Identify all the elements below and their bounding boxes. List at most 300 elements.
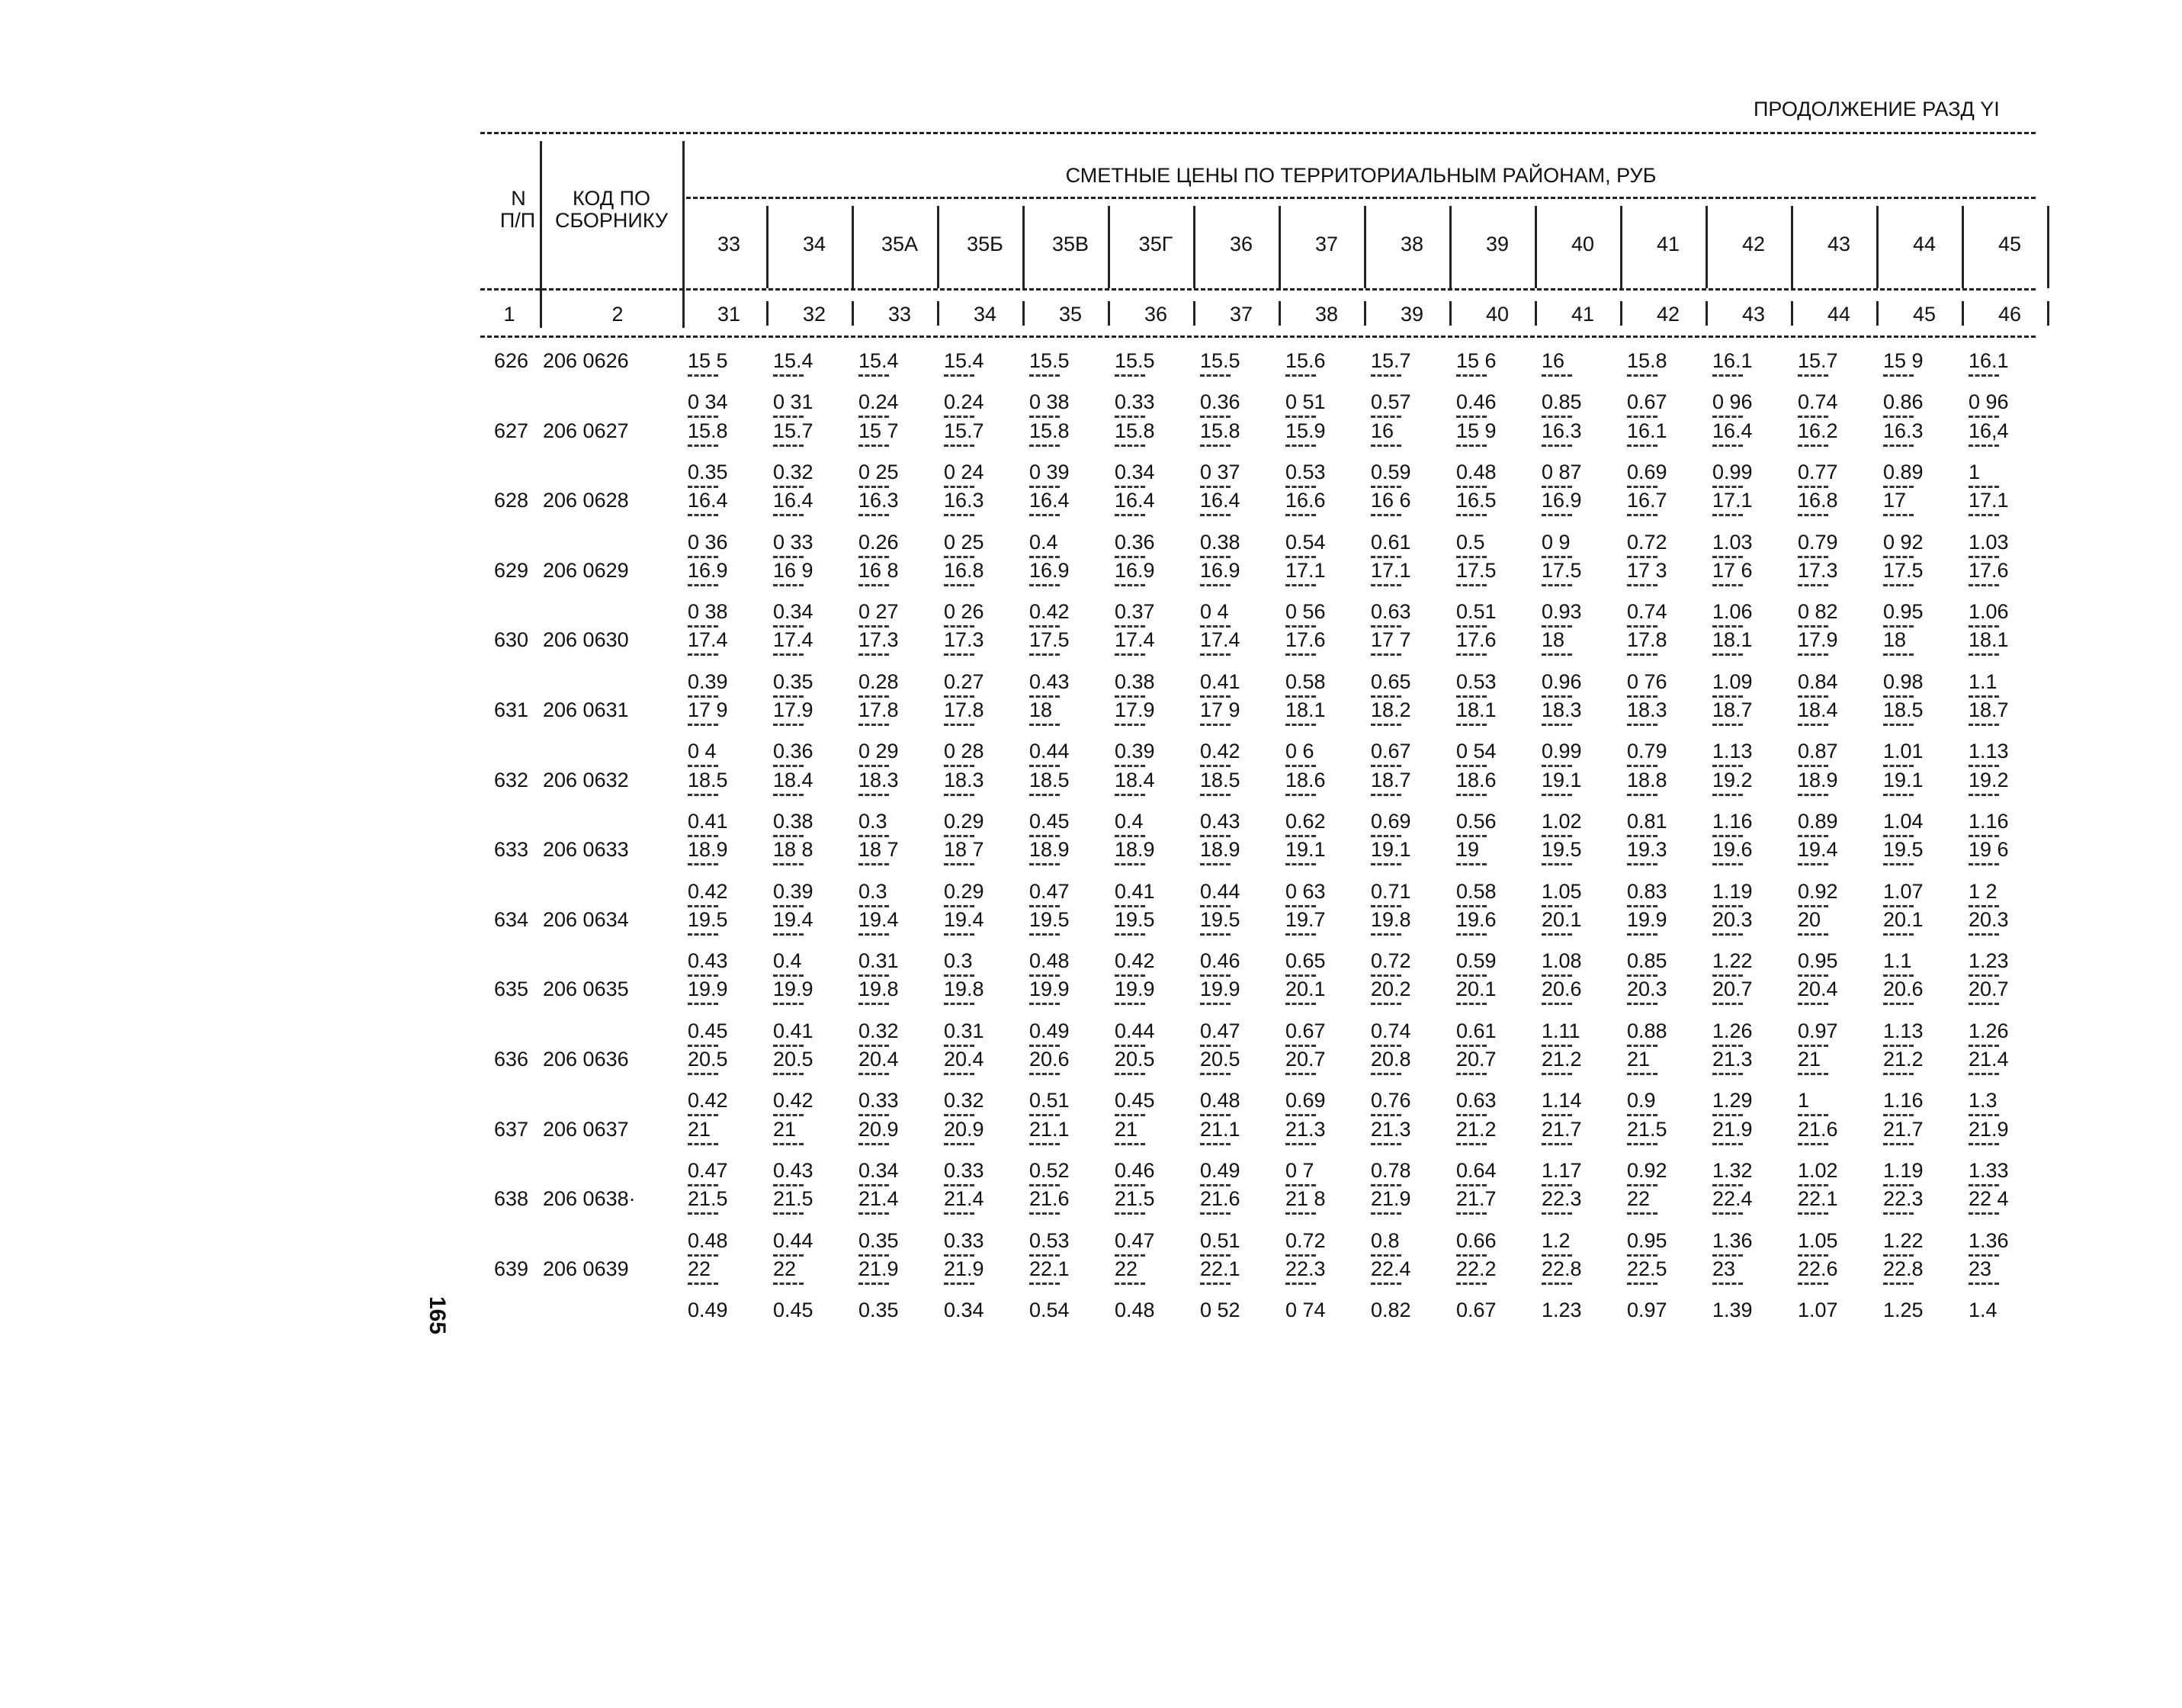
price-cell: 16 — [1371, 419, 1394, 442]
price-cell: 1.22 — [1883, 1228, 1924, 1252]
fraction-rule — [1456, 416, 1487, 418]
fraction-rule — [944, 556, 974, 558]
district-header: 37 — [1314, 233, 1339, 255]
price-cell: 0.44 — [1200, 879, 1240, 903]
fraction-rule — [1712, 584, 1743, 586]
fraction-rule — [773, 486, 804, 488]
price-cell: 21 8 — [1285, 1187, 1326, 1211]
fraction-rule — [944, 514, 974, 516]
colnum-separator-n — [540, 301, 542, 326]
price-cell: 0 6 — [1285, 740, 1314, 763]
price-cell: 18 — [1883, 628, 1907, 652]
price-cell: 0 25 — [858, 460, 899, 483]
fraction-rule — [858, 1045, 889, 1047]
fraction-rule — [1883, 765, 1914, 767]
fraction-rule — [1627, 1254, 1657, 1257]
fraction-rule — [1115, 486, 1145, 488]
price-cell: 17.9 — [1798, 628, 1838, 652]
fraction-rule — [1542, 584, 1572, 586]
row-number: 626 — [494, 349, 529, 372]
price-cell: 0 4 — [1200, 600, 1229, 624]
fraction-rule — [1883, 374, 1914, 377]
price-cell: 19.1 — [1371, 838, 1411, 862]
fraction-rule — [1969, 905, 1999, 907]
fraction-rule — [1029, 1184, 1060, 1186]
price-cell: 0 31 — [773, 390, 813, 414]
price-cell: 19.9 — [1200, 978, 1240, 1001]
price-cell: 0.53 — [1029, 1228, 1070, 1252]
price-cell: 0.48 — [1115, 1299, 1155, 1322]
price-cell: 21.2 — [1883, 1048, 1924, 1071]
page-number: 165 — [425, 1296, 450, 1335]
price-cell: 21.9 — [944, 1257, 984, 1280]
price-cell: 0.57 — [1371, 390, 1411, 414]
price-cell: 0.3 — [858, 809, 887, 833]
fraction-rule — [688, 974, 718, 977]
fraction-rule — [858, 374, 889, 377]
row-code: 206 0637 — [543, 1117, 629, 1141]
price-cell: 1.1 — [1883, 949, 1912, 973]
fraction-rule — [1542, 1254, 1572, 1257]
price-cell: 20.1 — [1542, 907, 1582, 931]
price-cell: 0.67 — [1456, 1299, 1497, 1322]
fraction-rule — [858, 486, 889, 488]
price-cell: 0.43 — [1029, 669, 1070, 693]
fraction-rule — [944, 584, 974, 586]
price-cell: 20.7 — [1285, 1048, 1326, 1071]
fraction-rule — [1029, 794, 1060, 796]
fraction-rule — [858, 653, 889, 656]
price-cell: 1 — [1969, 460, 1981, 483]
price-cell: 1.19 — [1883, 1158, 1924, 1182]
fraction-rule — [1200, 556, 1231, 558]
price-cell: 21.1 — [1029, 1117, 1070, 1141]
fraction-rule — [1200, 1254, 1231, 1257]
fraction-rule — [1285, 584, 1316, 586]
price-cell: 16.4 — [1712, 419, 1753, 442]
price-cell: 16.3 — [1542, 419, 1582, 442]
price-cell: 15.7 — [1371, 349, 1411, 372]
price-cell: 0.48 — [1200, 1089, 1240, 1112]
fraction-rule — [1115, 1184, 1145, 1186]
fraction-rule — [1712, 835, 1743, 837]
fraction-rule — [773, 765, 804, 767]
fraction-rule — [773, 1283, 804, 1285]
price-cell: 17.4 — [1115, 628, 1155, 652]
price-cell: 1.16 — [1712, 809, 1753, 833]
price-cell: 17 — [1883, 489, 1907, 512]
fraction-rule — [773, 1073, 804, 1075]
price-cell: 16.8 — [1798, 489, 1838, 512]
price-cell: 0.35 — [688, 460, 728, 483]
price-cell: 0.65 — [1285, 949, 1326, 973]
price-cell: 1.13 — [1883, 1019, 1924, 1042]
price-cell: 0 52 — [1200, 1299, 1240, 1322]
fraction-rule — [1456, 1114, 1487, 1116]
price-cell: 0.43 — [773, 1158, 813, 1182]
fraction-rule — [1712, 1283, 1743, 1285]
district-header: 39 — [1485, 233, 1510, 255]
fraction-rule — [1627, 933, 1657, 936]
price-cell: 0.34 — [858, 1158, 899, 1182]
price-cell: 20.7 — [1712, 978, 1753, 1001]
fraction-rule — [1969, 416, 1999, 418]
price-cell: 18.1 — [1712, 628, 1753, 652]
price-cell: 0.51 — [1029, 1089, 1070, 1112]
fraction-rule — [1883, 1045, 1914, 1047]
fraction-rule — [1542, 653, 1572, 656]
price-cell: 15.8 — [1115, 419, 1155, 442]
price-cell: 0.34 — [944, 1299, 984, 1322]
row-code: 206 0633 — [543, 838, 629, 862]
price-cell: 15 7 — [858, 419, 899, 442]
price-cell: 19.5 — [688, 907, 728, 931]
price-cell: 0.86 — [1883, 390, 1924, 414]
fraction-rule — [1627, 445, 1657, 447]
fraction-rule — [1285, 905, 1316, 907]
price-cell: 18.9 — [688, 838, 728, 862]
fraction-rule — [1371, 416, 1401, 418]
district-header: 45 — [1997, 233, 2022, 255]
price-cell: 20.7 — [1969, 978, 2009, 1001]
fraction-rule — [1627, 863, 1657, 865]
row-number: 639 — [494, 1257, 529, 1280]
price-cell: 1.23 — [1969, 949, 2009, 973]
column-number: 41 — [1571, 303, 1595, 326]
price-cell: 0.47 — [1115, 1228, 1155, 1252]
price-cell: 19.5 — [1883, 838, 1924, 862]
price-cell: 15.4 — [773, 349, 813, 372]
fraction-rule — [1115, 1143, 1145, 1145]
price-cell: 1.22 — [1712, 949, 1753, 973]
price-cell: 19.9 — [688, 978, 728, 1001]
price-cell: 0.49 — [1029, 1019, 1070, 1042]
colnum-separator-code — [682, 301, 685, 326]
fraction-rule — [1542, 765, 1572, 767]
price-cell: 0 7 — [1285, 1158, 1314, 1182]
price-cell: 17.9 — [773, 698, 813, 721]
price-cell: 17.8 — [944, 698, 984, 721]
price-cell: 0.4 — [1029, 530, 1058, 554]
fraction-rule — [1969, 1073, 1999, 1075]
price-cell: 1.26 — [1712, 1019, 1753, 1042]
fraction-rule — [1798, 653, 1828, 656]
fraction-rule — [688, 445, 718, 447]
fraction-rule — [1285, 695, 1316, 698]
price-cell: 0.47 — [1029, 879, 1070, 903]
price-cell: 21.5 — [688, 1187, 728, 1211]
price-cell: 18.7 — [1969, 698, 2009, 721]
price-cell: 0.42 — [1115, 949, 1155, 973]
fraction-rule — [1969, 1254, 1999, 1257]
price-cell: 18.1 — [1285, 698, 1326, 721]
price-cell: 0.67 — [1627, 390, 1667, 414]
price-cell: 19.9 — [1029, 978, 1070, 1001]
price-cell: 17 9 — [1200, 698, 1240, 721]
fraction-rule — [944, 445, 974, 447]
column-number: 32 — [802, 303, 826, 326]
fraction-rule — [1627, 794, 1657, 796]
price-cell: 20.4 — [858, 1048, 899, 1071]
fraction-rule — [1029, 933, 1060, 936]
price-cell: 0.84 — [1798, 669, 1838, 693]
fraction-rule — [1115, 863, 1145, 865]
price-cell: 0.26 — [858, 530, 899, 554]
fraction-rule — [1712, 556, 1743, 558]
price-cell: 19.4 — [858, 907, 899, 931]
price-cell: 0.63 — [1371, 600, 1411, 624]
fraction-rule — [1883, 625, 1914, 628]
fraction-rule — [1029, 625, 1060, 628]
price-cell: 0.85 — [1627, 949, 1667, 973]
fraction-rule — [1883, 933, 1914, 936]
fraction-rule — [1542, 794, 1572, 796]
fraction-rule — [1371, 625, 1401, 628]
fraction-rule — [1627, 584, 1657, 586]
price-cell: 0.69 — [1627, 460, 1667, 483]
price-cell: 17.5 — [1029, 628, 1070, 652]
fraction-rule — [1712, 794, 1743, 796]
price-cell: 0.92 — [1798, 879, 1838, 903]
fraction-rule — [1542, 1045, 1572, 1047]
fraction-rule — [1969, 863, 1999, 865]
fraction-rule — [1969, 486, 1999, 488]
price-cell: 0.59 — [1456, 949, 1497, 973]
price-cell: 15.5 — [1200, 349, 1240, 372]
price-cell: 20.5 — [773, 1048, 813, 1071]
price-cell: 1.3 — [1969, 1089, 1997, 1112]
column-number: 35 — [1058, 303, 1083, 326]
price-cell: 0.51 — [1200, 1228, 1240, 1252]
fraction-rule — [1285, 514, 1316, 516]
price-cell: 0 92 — [1883, 530, 1924, 554]
fraction-rule — [858, 905, 889, 907]
price-cell: 22.1 — [1200, 1257, 1240, 1280]
fraction-rule — [1371, 445, 1401, 447]
fraction-rule — [1456, 625, 1487, 628]
price-cell: 0.43 — [688, 949, 728, 973]
price-cell: 19.5 — [1029, 907, 1070, 931]
fraction-rule — [1029, 974, 1060, 977]
price-cell: 0.77 — [1798, 460, 1838, 483]
fraction-rule — [1115, 625, 1145, 628]
fraction-rule — [688, 933, 718, 936]
fraction-rule — [1712, 625, 1743, 628]
fraction-rule — [1798, 1003, 1828, 1005]
fraction-rule — [858, 765, 889, 767]
fraction-rule — [688, 765, 718, 767]
price-cell: 0.53 — [1456, 669, 1497, 693]
price-cell: 1.13 — [1712, 740, 1753, 763]
price-cell: 21.1 — [1200, 1117, 1240, 1141]
fraction-rule — [1798, 556, 1828, 558]
fraction-rule — [773, 374, 804, 377]
column-n-label-2: П/П — [499, 209, 536, 232]
fraction-rule — [1627, 905, 1657, 907]
fraction-rule — [1883, 974, 1914, 977]
fraction-rule — [1029, 445, 1060, 447]
fraction-rule — [1371, 974, 1401, 977]
fraction-rule — [1883, 584, 1914, 586]
price-cell: 21.5 — [773, 1187, 813, 1211]
price-cell: 1.06 — [1969, 600, 2009, 624]
fraction-rule — [1115, 1254, 1145, 1257]
price-cell: 20.1 — [1883, 907, 1924, 931]
price-cell: 21 — [1627, 1048, 1651, 1071]
price-cell: 15.7 — [1798, 349, 1838, 372]
fraction-rule — [1456, 933, 1487, 936]
price-cell: 0.36 — [1115, 530, 1155, 554]
price-cell: 1.02 — [1542, 809, 1582, 833]
price-cell: 19.9 — [773, 978, 813, 1001]
fraction-rule — [1456, 863, 1487, 865]
fraction-rule — [1200, 584, 1231, 586]
fraction-rule — [1798, 625, 1828, 628]
price-cell: 0.78 — [1371, 1158, 1411, 1182]
fraction-rule — [1627, 1114, 1657, 1116]
price-cell: 0.61 — [1456, 1019, 1497, 1042]
price-cell: 17.9 — [1115, 698, 1155, 721]
row-number: 629 — [494, 558, 529, 582]
fraction-rule — [1542, 1184, 1572, 1186]
fraction-rule — [858, 1212, 889, 1215]
price-cell: 0.82 — [1371, 1299, 1411, 1322]
price-cell: 22.1 — [1029, 1257, 1070, 1280]
row-number: 634 — [494, 907, 529, 931]
price-cell: 22.8 — [1883, 1257, 1924, 1280]
fraction-rule — [1115, 374, 1145, 377]
fraction-rule — [944, 794, 974, 796]
price-cell: 0.34 — [773, 600, 813, 624]
fraction-rule — [1542, 374, 1572, 377]
price-cell: 15.4 — [858, 349, 899, 372]
price-cell: 21 — [1798, 1048, 1821, 1071]
price-cell: 1.26 — [1969, 1019, 2009, 1042]
price-cell: 0.69 — [1371, 809, 1411, 833]
fraction-rule — [858, 416, 889, 418]
fraction-rule — [944, 765, 974, 767]
price-cell: 20.5 — [688, 1048, 728, 1071]
price-cell: 1.16 — [1883, 1089, 1924, 1112]
price-cell: 21 — [773, 1117, 797, 1141]
price-cell: 22.4 — [1712, 1187, 1753, 1211]
price-cell: 19.6 — [1712, 838, 1753, 862]
price-cell: 15.4 — [944, 349, 984, 372]
fraction-rule — [1371, 794, 1401, 796]
fraction-rule — [1883, 1003, 1914, 1005]
price-cell: 22 4 — [1969, 1187, 2009, 1211]
fraction-rule — [1029, 514, 1060, 516]
fraction-rule — [1029, 835, 1060, 837]
fraction-rule — [1200, 863, 1231, 865]
fraction-rule — [1456, 1283, 1487, 1285]
price-cell: 16 8 — [858, 558, 899, 582]
fraction-rule — [773, 584, 804, 586]
price-cell: 0 38 — [688, 600, 728, 624]
price-cell: 0.79 — [1798, 530, 1838, 554]
price-cell: 0 33 — [773, 530, 813, 554]
price-cell: 0.96 — [1542, 669, 1582, 693]
fraction-rule — [858, 584, 889, 586]
fraction-rule — [944, 1184, 974, 1186]
price-cell: 15.8 — [1200, 419, 1240, 442]
price-cell: 0.51 — [1456, 600, 1497, 624]
price-cell: 0.41 — [688, 809, 728, 833]
fraction-rule — [1115, 974, 1145, 977]
price-cell: 1.04 — [1883, 809, 1924, 833]
fraction-rule — [1969, 445, 1999, 447]
price-cell: 0.48 — [688, 1228, 728, 1252]
price-cell: 20.9 — [858, 1117, 899, 1141]
row-number: 632 — [494, 768, 529, 791]
fraction-rule — [858, 1114, 889, 1116]
price-cell: 1.14 — [1542, 1089, 1582, 1112]
price-cell: 17.3 — [944, 628, 984, 652]
fraction-rule — [1883, 1254, 1914, 1257]
price-cell: 1.36 — [1969, 1228, 2009, 1252]
fraction-rule — [1115, 1283, 1145, 1285]
price-cell: 20 — [1798, 907, 1821, 931]
fraction-rule — [1371, 1114, 1401, 1116]
fraction-rule — [1542, 1283, 1572, 1285]
fraction-rule — [1627, 1073, 1657, 1075]
fraction-rule — [1798, 765, 1828, 767]
price-cell: 22 — [1115, 1257, 1138, 1280]
fraction-rule — [1627, 1184, 1657, 1186]
price-cell: 20.6 — [1883, 978, 1924, 1001]
row-number: 638 — [494, 1187, 529, 1211]
fraction-rule — [944, 653, 974, 656]
price-cell: 1.16 — [1969, 809, 2009, 833]
fraction-rule — [1969, 974, 1999, 977]
fraction-rule — [688, 695, 718, 698]
fraction-rule — [1712, 724, 1743, 726]
fraction-rule — [1029, 724, 1060, 726]
fraction-rule — [1200, 1143, 1231, 1145]
fraction-rule — [1115, 445, 1145, 447]
price-cell: 21.4 — [944, 1187, 984, 1211]
price-cell: 0.66 — [1456, 1228, 1497, 1252]
row-code: 206 0631 — [543, 698, 629, 721]
price-cell: 17.6 — [1969, 558, 2009, 582]
price-cell: 0.58 — [1456, 879, 1497, 903]
price-cell: 22.5 — [1627, 1257, 1667, 1280]
fraction-rule — [944, 695, 974, 698]
price-cell: 21.4 — [1969, 1048, 2009, 1071]
price-cell: 0 4 — [688, 740, 717, 763]
fraction-rule — [1371, 1003, 1401, 1005]
fraction-rule — [1285, 1283, 1316, 1285]
price-cell: 18 7 — [944, 838, 984, 862]
price-cell: 19.5 — [1542, 838, 1582, 862]
district-header: 38 — [1400, 233, 1424, 255]
district-header: 35Б — [967, 233, 1003, 255]
fraction-rule — [858, 445, 889, 447]
column-number: 43 — [1741, 303, 1766, 326]
price-cell: 0.63 — [1456, 1089, 1497, 1112]
fraction-rule — [688, 794, 718, 796]
fraction-rule — [773, 1003, 804, 1005]
column-number: 39 — [1400, 303, 1424, 326]
fraction-rule — [1285, 835, 1316, 837]
fraction-rule — [1627, 765, 1657, 767]
price-cell: 1.1 — [1969, 669, 1997, 693]
fraction-rule — [1456, 1073, 1487, 1075]
price-cell: 0 25 — [944, 530, 984, 554]
fraction-rule — [1969, 1003, 1999, 1005]
fraction-rule — [944, 1254, 974, 1257]
price-cell: 15 5 — [688, 349, 728, 372]
